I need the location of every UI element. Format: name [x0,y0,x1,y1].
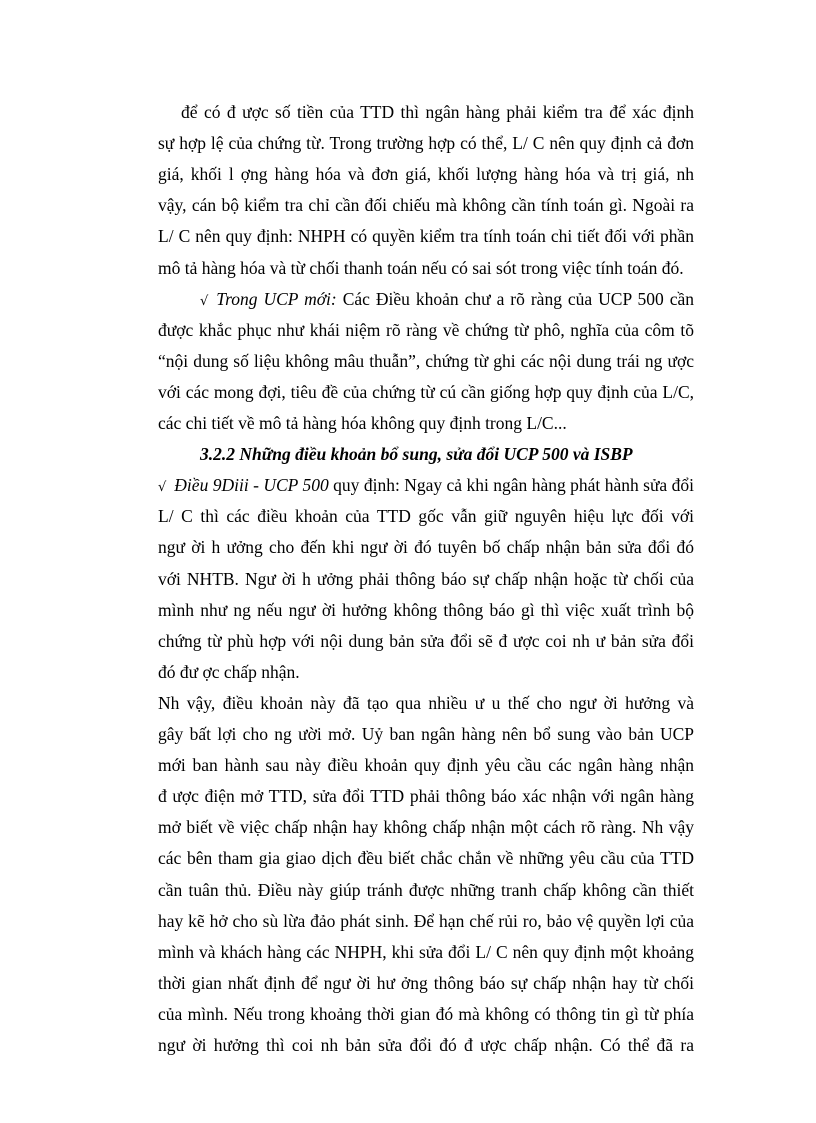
text-line: ngư ời h ưởng cho đến khi ngư ời đó tuyên bố chấp nhận bản sửa đổi đó [158,537,694,557]
text-line: đó đư ợc chấp nhận. [158,662,300,682]
text-line: đ ược điện mở TTD, sửa đổi TTD phải thông báo xác nhận với ngân hàng [158,786,694,806]
text-line: mình như ng nếu ngư ời hưởng không thông báo gì thì việc xuất trình bộ [158,600,694,620]
text-line: thời gian nhất định để ngư ời hư ởng thông báo sự chấp nhận hay từ chối [158,973,694,993]
check-bullet-icon: √ [200,294,209,309]
text-line: mình và khách hàng các NHPH, khi sửa đổi L/ C nên quy định một khoảng [158,942,694,962]
section-heading: 3.2.2 Những điều khoản bổ sung, sửa đổi UCP 500 và ISBP [200,444,633,464]
text-line: với NHTB. Ngư ời h ưởng phải thông báo sự chấp nhận hoặc từ chối của [158,569,694,589]
check-bullet-icon: √ [158,480,167,495]
text-span: quy định: Ngay cả khi ngân hàng phát hành sửa đổi [333,475,694,495]
text-line: để có đ ược số tiền của TTD thì ngân hàng phải kiểm tra để xác định [181,102,694,122]
text-line: “nội dung số liệu không mâu thuẫn”, chứng từ ghi các nội dung trái ng ược [158,351,694,371]
text-line: với các mong đợi, tiêu đề của chứng từ cú cần giống hợp quy định của L/C, [158,382,694,402]
text-line: L/ C thì các điều khoản của TTD gốc vẫn giữ nguyên hiệu lực đối với [158,506,694,526]
text-span: Các Điều khoản chư a rõ ràng của UCP 500 cần [342,289,695,309]
text-line: gây bất lợi cho ng ười mở. Uỷ ban ngân hàng nên bổ sung vào bản UCP [158,724,694,744]
text-line: của mình. Nếu trong khoảng thời gian đó mà không có thông tin gì từ phía [158,1004,694,1024]
text-line: được khắc phục như khái niệm rõ ràng về chứng từ phô, nghĩa của côm tõ [158,320,694,340]
bullet-line [158,475,694,495]
text-line: các bên tham gia giao dịch đều biết chắc chắn về những yêu cầu của TTD [158,848,694,868]
text-line: mới ban hành sau này điều khoản quy định yêu cầu các ngân hàng nhận [158,755,694,775]
text-line: mở biết về việc chấp nhận hay không chấp nhận một cách rõ ràng. Nh vậy [158,817,694,837]
text-line: hay kẽ hở cho sù lừa đảo phát sinh. Để hạn chế rủi ro, bảo vệ quyền lợi của [158,911,694,931]
bullet-label: Trong UCP mới: [216,289,337,309]
text-line: L/ C nên quy định: NHPH có quyền kiểm tra tính toán chi tiết đối với phần [158,226,694,246]
text-line: Nh vậy, điều khoản này đã tạo qua nhiều ư u thế cho ngư ời hưởng và [158,693,694,713]
text-line: các chi tiết về mô tả hàng hóa không quy định trong L/C... [158,413,567,433]
text-line: vậy, cán bộ kiểm tra chỉ cần đối chiếu mà không cần tính toán gì. Ngoài ra [158,195,694,215]
text-line: chứng từ phù hợp với nội dung bản sửa đổi sẽ đ ược coi nh ư bản sửa đổi [158,631,694,651]
text-line: ngư ời hưởng thì coi nh bản sửa đổi đó đ ược chấp nhận. Có thể đã ra [158,1035,694,1055]
text-line: sự hợp lệ của chứng từ. Trong trường hợp có thể, L/ C nên quy định cả đơn [158,133,694,153]
bullet-line [200,289,694,309]
text-line: giá, khối l ợng hàng hóa và đơn giá, khối lượng hàng hóa và trị giá, nh [158,164,694,184]
text-line: cần tuân thủ. Điều này giúp tránh được những tranh chấp không cần thiết [158,880,694,900]
text-line: mô tả hàng hóa và từ chối thanh toán nếu có sai sót trong việc tính toán đó. [158,258,684,278]
bullet-label: Điều 9Diii - UCP 500 [174,475,329,495]
